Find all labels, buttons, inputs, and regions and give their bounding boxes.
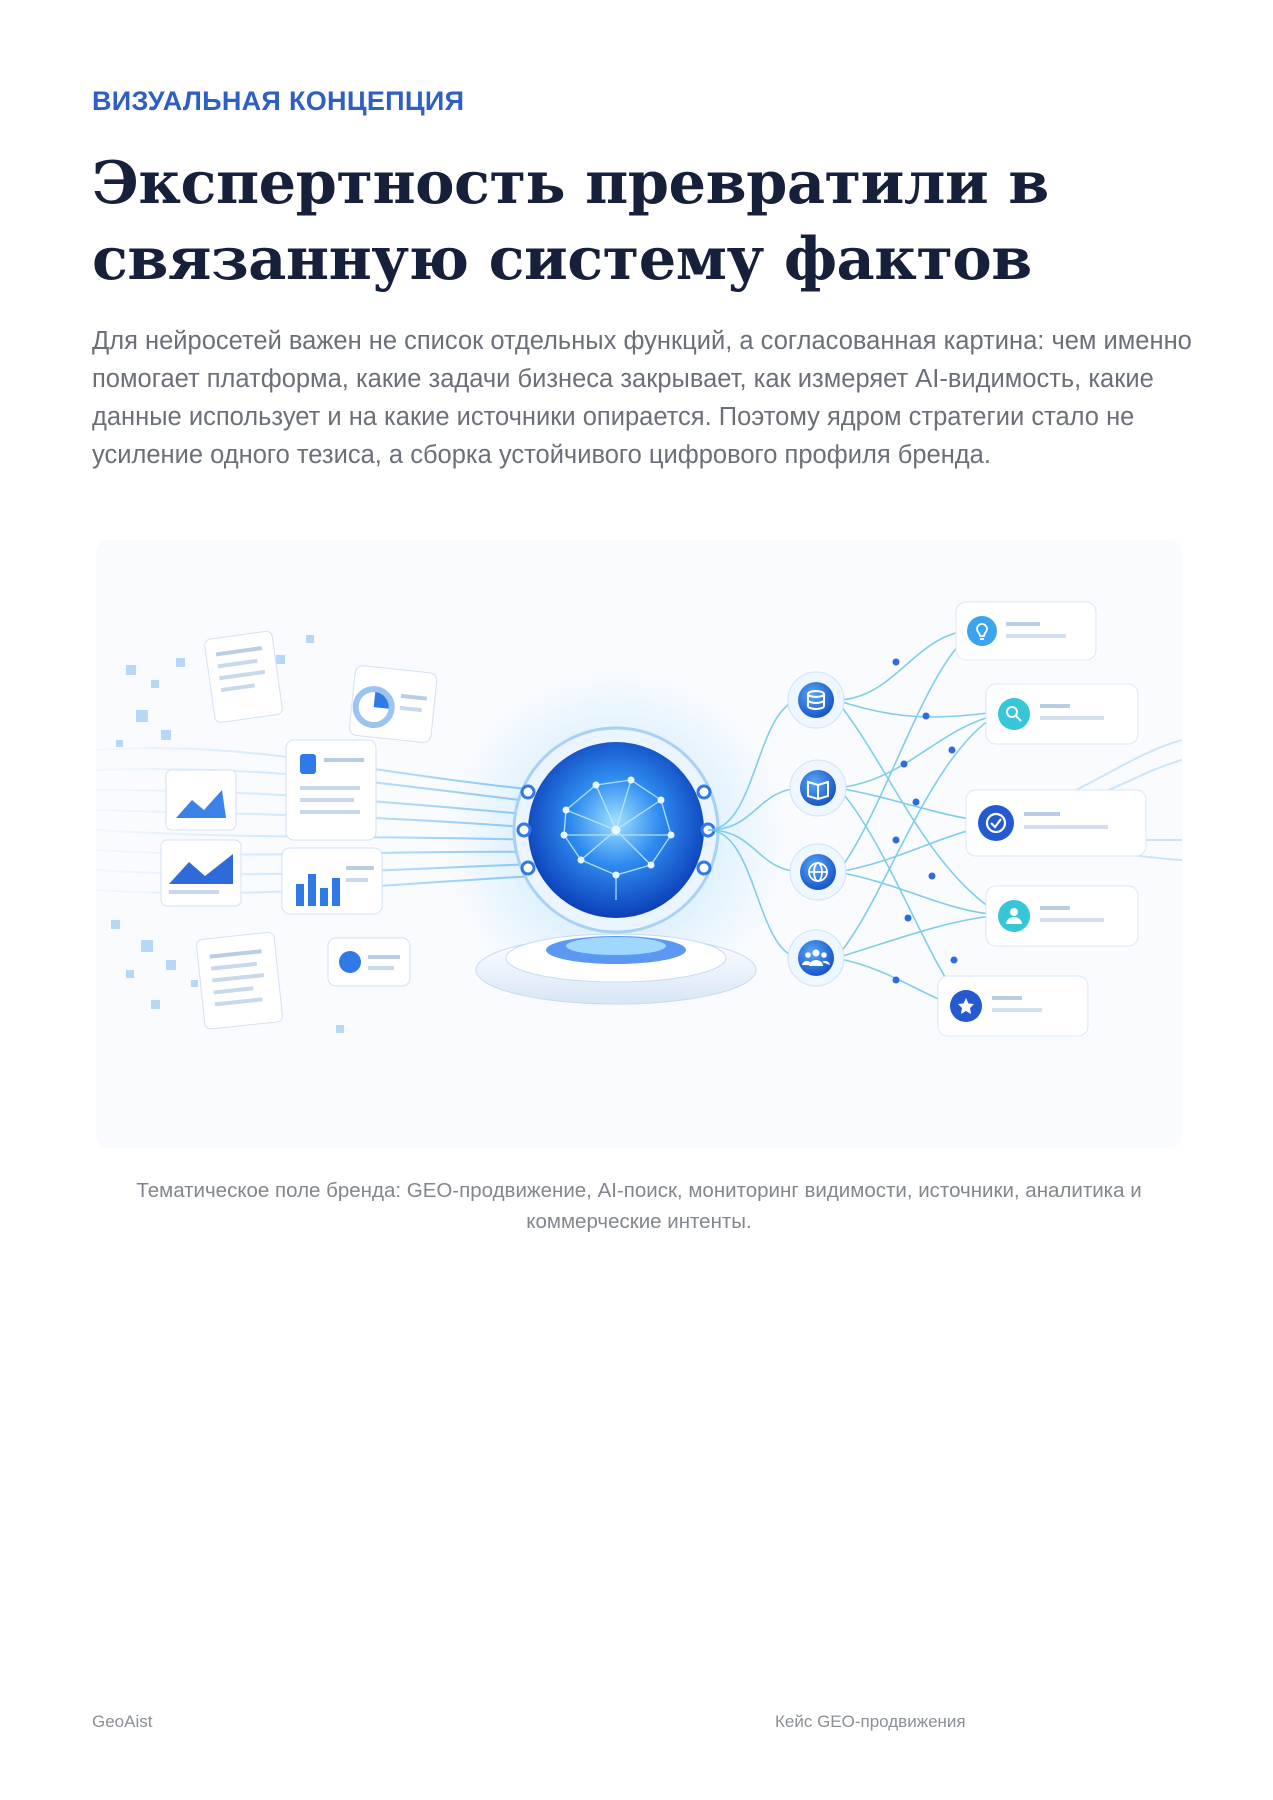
info-card-search <box>986 684 1138 744</box>
concept-illustration <box>96 540 1182 1148</box>
info-card-user <box>986 886 1138 946</box>
section-label: ВИЗУАЛЬНАЯ КОНЦЕПЦИЯ <box>92 86 465 116</box>
brain-orb <box>514 728 718 932</box>
page-title <box>92 145 1192 297</box>
hub-globe <box>790 844 846 900</box>
info-card-star <box>938 976 1088 1036</box>
hub-book <box>790 760 846 816</box>
footer-brand: GeoAist <box>92 1712 153 1731</box>
document-cards <box>161 631 438 1030</box>
concept-illustration-svg <box>96 540 1182 1148</box>
hub-database <box>788 672 844 728</box>
figure-caption: Тематическое поле бренда: GEO-продвижение, AI-поиск, мониторинг видимости, источники, аналитика и коммерческие интенты. <box>136 1179 1142 1233</box>
info-card-idea <box>956 602 1096 660</box>
page-title-line-1: Экспертность превратили в <box>92 148 1049 217</box>
info-card-check <box>966 790 1146 856</box>
hub-users <box>788 930 844 986</box>
lead-paragraph: Для нейросетей важен не список отдельных функций, а согласованная картина: чем именно помогает платформа, какие задачи бизнеса закрывает, как измеряет AI-видимость, какие данные использует и на какие источники опирается. Поэтому ядром стратегии стало не усиление одного тезиса, а сборка устойчивого цифрового профиля бренда. <box>92 327 1192 469</box>
page-title-line-2: связанную систему фактов <box>92 224 1032 293</box>
network-dots <box>893 659 958 984</box>
footer-document-title: Кейс GEO-продвижения <box>775 1712 966 1731</box>
